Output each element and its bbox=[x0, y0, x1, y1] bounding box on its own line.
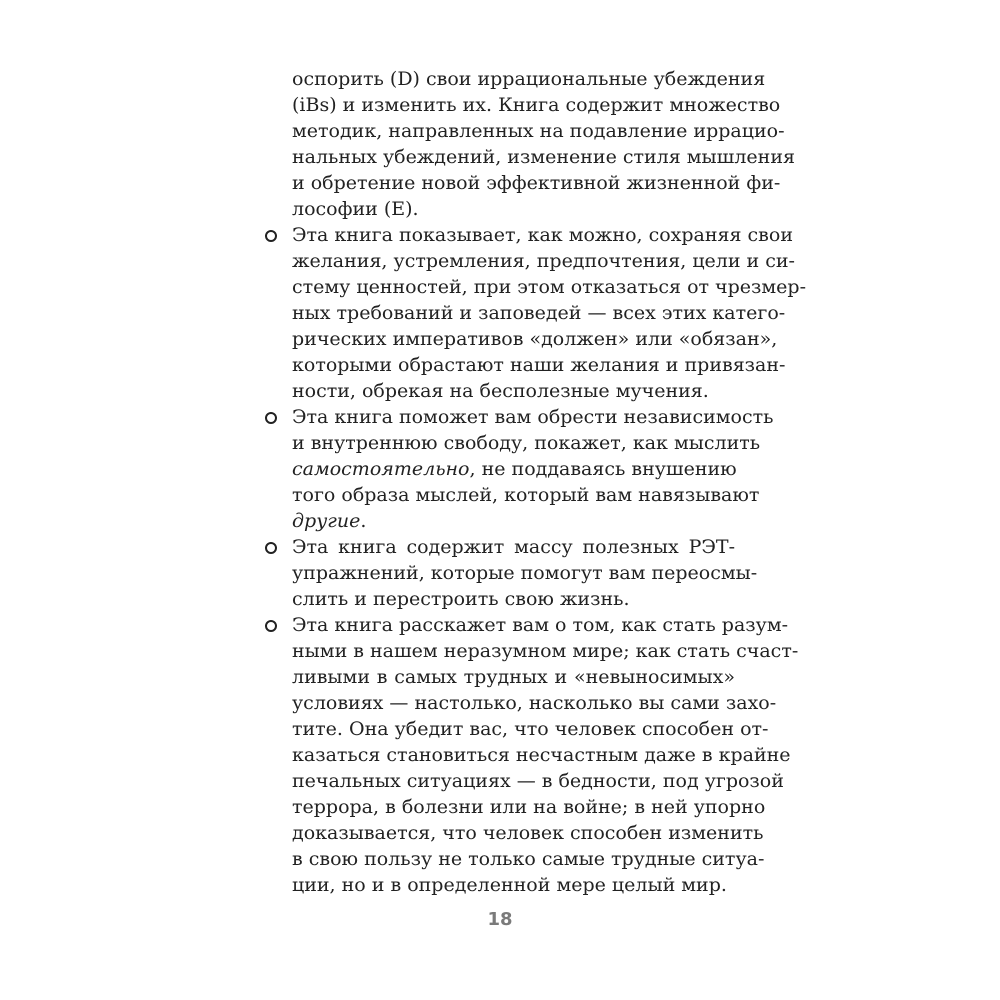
circle-bullet-icon bbox=[265, 230, 277, 242]
text-line: Эта книга расскажет вам о том, как стать разум- bbox=[292, 614, 789, 636]
text-line: Эта книга показывает, как можно, сохраняя свои bbox=[292, 224, 793, 246]
text-line: упражнений, которые помогут вам переосмы- bbox=[292, 562, 758, 584]
circle-bullet-icon bbox=[265, 412, 277, 424]
text-line: Эта книга содержит массу полезных РЭТ- bbox=[292, 536, 735, 558]
text-line: методик, направленных на подавление иррацио- bbox=[292, 120, 785, 142]
text-line: ных требований и заповедей — всех этих катего- bbox=[292, 302, 786, 324]
text-line: рических императивов «должен» или «обязан», bbox=[292, 328, 778, 350]
text-line: и внутреннюю свободу, покажет, как мыслить bbox=[292, 432, 761, 454]
text-line: желания, устремления, предпочтения, цели и си- bbox=[292, 250, 795, 272]
text-line: ливыми в самых трудных и «невыносимых» bbox=[292, 666, 735, 688]
text-fragment: . bbox=[360, 510, 367, 532]
page-number: 18 bbox=[487, 909, 513, 930]
bullet-item-4 bbox=[292, 612, 799, 898]
text-line: условиях — настолько, насколько вы сами захо- bbox=[292, 692, 777, 714]
text-line: стему ценностей, при этом отказаться от чрезмер- bbox=[292, 276, 806, 298]
italic-text: самостоятельно bbox=[292, 458, 470, 480]
text-line bbox=[292, 508, 735, 534]
text-fragment: , не поддаваясь внушению bbox=[469, 458, 737, 480]
text-line: ности, обрекая на бесполезные мучения. bbox=[292, 380, 709, 402]
intro-paragraph bbox=[292, 66, 795, 222]
text-line: того образа мыслей, который вам навязывают bbox=[292, 484, 760, 506]
circle-bullet-icon bbox=[265, 542, 277, 554]
text-line: оспорить (D) свои иррациональные убеждения bbox=[292, 68, 766, 90]
text-line: и обретение новой эффективной жизненной фи- bbox=[292, 172, 781, 194]
text-line: печальных ситуациях — в бедности, под угрозой bbox=[292, 770, 784, 792]
bullet-item-3 bbox=[292, 534, 758, 612]
text-line: Эта книга поможет вам обрести независимость bbox=[292, 406, 774, 428]
text-line: нальных убеждений, изменение стиля мышления bbox=[292, 146, 795, 168]
text-line: лософии (E). bbox=[292, 198, 419, 220]
text-line: в свою пользу не только самые трудные ситуа- bbox=[292, 848, 765, 870]
text-line: доказывается, что человек способен изменить bbox=[292, 822, 764, 844]
italic-text: другие bbox=[292, 510, 361, 532]
text-line: которыми обрастают наши желания и привязан- bbox=[292, 354, 786, 376]
text-line: казаться становиться несчастным даже в крайне bbox=[292, 744, 791, 766]
text-line bbox=[292, 456, 735, 482]
circle-bullet-icon bbox=[265, 620, 277, 632]
bullet-item-1 bbox=[292, 222, 806, 404]
body-text bbox=[292, 66, 806, 898]
text-line: ными в нашем неразумном мире; как стать счаст- bbox=[292, 640, 799, 662]
text-line: тите. Она убедит вас, что человек способен от- bbox=[292, 718, 769, 740]
bullet-item-2 bbox=[292, 404, 774, 534]
text-line: ции, но и в определенной мере целый мир. bbox=[292, 874, 727, 896]
text-line: террора, в болезни или на войне; в ней упорно bbox=[292, 796, 766, 818]
text-line: (iBs) и изменить их. Книга содержит множество bbox=[292, 94, 781, 116]
text-line: слить и перестроить свою жизнь. bbox=[292, 588, 630, 610]
